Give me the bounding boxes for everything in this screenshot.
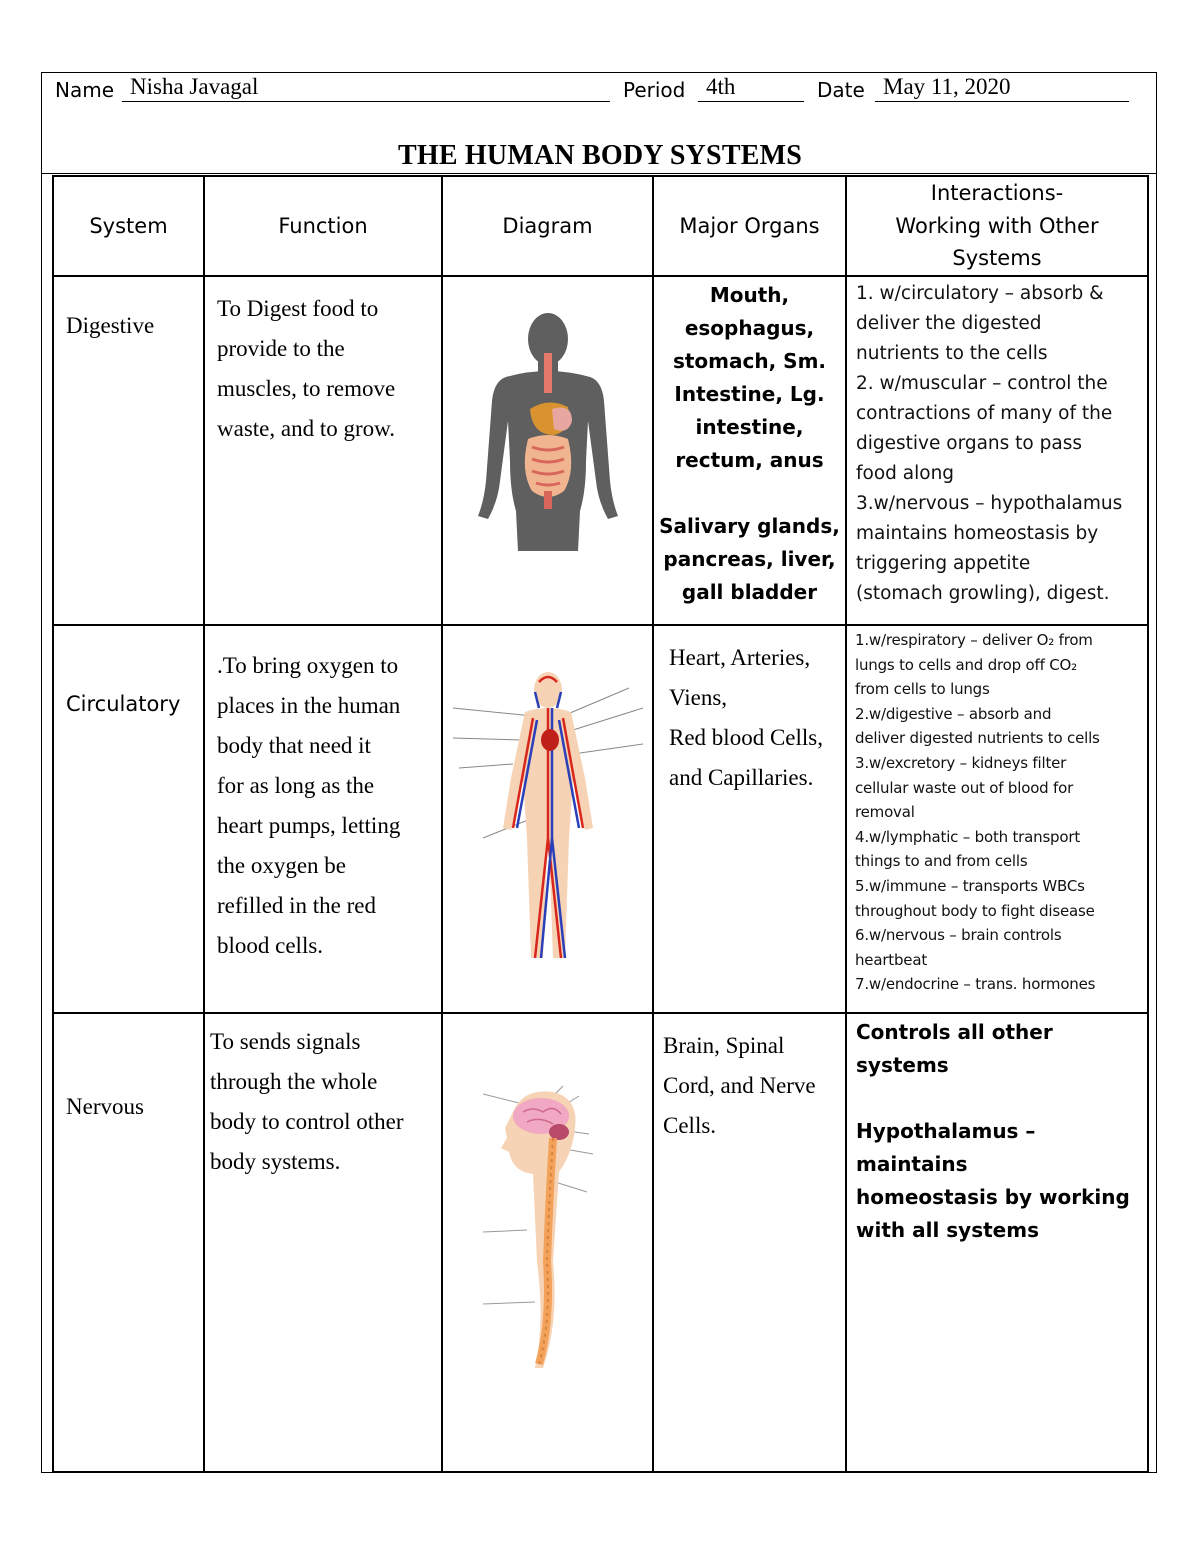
interaction-line: homeostasis by working — [856, 1185, 1130, 1209]
organ-line: gall bladder — [681, 580, 818, 604]
function-line: To Digest food to — [217, 296, 379, 321]
function-circulatory — [204, 625, 442, 1013]
interaction-line: maintains homeostasis by — [856, 523, 1099, 544]
organ-line: Intestine, Lg. — [674, 382, 825, 406]
function-line: body to control other — [210, 1109, 404, 1134]
interaction-line: food along — [856, 463, 955, 484]
interaction-line: from cells to lungs — [855, 680, 990, 699]
function-line: provide to the — [217, 336, 345, 361]
digestive-system-illustration — [468, 311, 628, 551]
function-line: through the whole — [210, 1069, 378, 1094]
nervous-system-illustration — [483, 1082, 613, 1372]
header-interactions-line-3: Systems — [952, 246, 1042, 271]
header-interactions — [846, 176, 1148, 276]
interaction-line: 2. w/muscular – control the — [856, 373, 1108, 394]
function-line: body that need it — [217, 733, 371, 758]
system-circulatory: Circulatory — [53, 625, 204, 1013]
function-line: for as long as the — [217, 773, 375, 798]
header-system: System — [53, 176, 204, 276]
date-field[interactable]: May 11, 2020 — [875, 74, 1129, 102]
interaction-line: 1. w/circulatory – absorb & — [856, 283, 1104, 304]
organs-circulatory — [653, 625, 846, 1013]
organ-line: stomach, Sm. — [672, 349, 827, 373]
interaction-line: 3.w/excretory – kidneys filter — [855, 753, 1067, 772]
organs-nervous — [653, 1013, 846, 1472]
interaction-line: Hypothalamus – maintains — [856, 1119, 1036, 1176]
interaction-line: 3.w/nervous – hypothalamus — [856, 493, 1123, 514]
period-label: Period — [623, 78, 686, 102]
system-digestive: Digestive — [53, 276, 204, 625]
interaction-line: lungs to cells and drop off CO₂ — [855, 655, 1077, 674]
organ-line: Heart, Arteries, — [669, 645, 811, 670]
organ-line: Viens, — [669, 685, 728, 710]
spacer — [856, 1082, 1141, 1115]
function-line: muscles, to remove — [217, 376, 396, 401]
diagram-digestive — [442, 276, 653, 625]
name-field[interactable]: Nisha Javagal — [122, 74, 610, 102]
date-label: Date — [817, 78, 865, 102]
interaction-line: deliver digested nutrients to cells — [855, 729, 1100, 748]
function-line: the oxygen be — [217, 853, 347, 878]
organ-line: pancreas, liver, — [663, 547, 836, 571]
interaction-line: deliver the digested — [856, 313, 1042, 334]
interaction-line: digestive organs to pass — [856, 433, 1082, 454]
interactions-nervous — [846, 1013, 1148, 1472]
table-row — [53, 1013, 1148, 1472]
organ-line: Mouth, — [709, 283, 790, 307]
function-line: places in the human — [217, 693, 401, 718]
organ-line: Brain, Spinal — [663, 1033, 785, 1058]
function-line: waste, and to grow. — [217, 416, 395, 441]
interaction-line: 5.w/immune – transports WBCs — [855, 876, 1085, 895]
organ-line: Cells. — [663, 1113, 717, 1138]
organ-line: and Capillaries. — [669, 765, 814, 790]
table-header-row — [53, 176, 1148, 276]
interaction-line: things to and from cells — [855, 852, 1028, 871]
system-nervous: Nervous — [53, 1013, 204, 1472]
table-row — [53, 276, 1148, 625]
organ-line: intestine, — [695, 415, 804, 439]
function-line: To sends signals — [210, 1029, 361, 1054]
function-line: .To bring oxygen to — [217, 653, 399, 678]
interaction-line: Controls all other — [856, 1020, 1053, 1044]
function-line: body systems. — [210, 1149, 341, 1174]
interaction-line: contractions of many of the — [856, 403, 1113, 424]
organ-line: Red blood Cells, — [669, 725, 823, 750]
diagram-nervous — [442, 1013, 653, 1472]
function-nervous — [204, 1013, 442, 1472]
name-label: Name — [55, 78, 115, 102]
function-digestive — [204, 276, 442, 625]
interactions-digestive — [846, 276, 1148, 625]
interaction-line: 4.w/lymphatic – both transport — [855, 827, 1081, 846]
diagram-circulatory — [442, 625, 653, 1013]
interaction-line: 6.w/nervous – brain controls — [855, 926, 1062, 945]
function-line: refilled in the red — [217, 893, 377, 918]
interaction-line: throughout body to fight disease — [855, 901, 1095, 920]
header-diagram: Diagram — [442, 176, 653, 276]
organ-line: esophagus, — [684, 316, 815, 340]
interaction-line: removal — [855, 803, 915, 822]
organ-line: Salivary glands, — [659, 514, 840, 538]
header-interactions-line-2: Working with Other — [895, 213, 1099, 238]
interaction-line: 7.w/endocrine – trans. hormones — [855, 975, 1096, 994]
interaction-line: 1.w/respiratory – deliver O₂ from — [855, 631, 1093, 649]
interaction-line: triggering appetite — [856, 553, 1031, 574]
interaction-line: (stomach growling), digest. — [856, 583, 1110, 604]
header-function: Function — [204, 176, 442, 276]
interaction-line: systems — [856, 1053, 949, 1077]
interaction-line: 2.w/digestive – absorb and — [855, 704, 1052, 723]
page-title: THE HUMAN BODY SYSTEMS — [398, 140, 802, 171]
interaction-line: cellular waste out of blood for — [855, 778, 1074, 797]
organs-digestive — [653, 276, 846, 625]
interactions-circulatory — [846, 625, 1148, 1013]
table-row — [53, 625, 1148, 1013]
interaction-line: heartbeat — [855, 950, 927, 969]
interaction-line: with all systems — [856, 1218, 1039, 1242]
organ-line: Cord, and Nerve — [663, 1073, 816, 1098]
circulatory-system-illustration — [453, 668, 643, 968]
header-major-organs: Major Organs — [653, 176, 846, 276]
period-field[interactable]: 4th — [698, 74, 804, 102]
interaction-line: nutrients to the cells — [856, 343, 1048, 364]
body-systems-table — [52, 175, 1149, 1473]
function-line: heart pumps, letting — [217, 813, 401, 838]
organ-line: rectum, anus — [675, 448, 824, 472]
function-line: blood cells. — [217, 933, 324, 958]
spacer — [654, 477, 845, 510]
header-interactions-line-1: Interactions- — [930, 181, 1064, 206]
title-divider — [41, 173, 1157, 174]
